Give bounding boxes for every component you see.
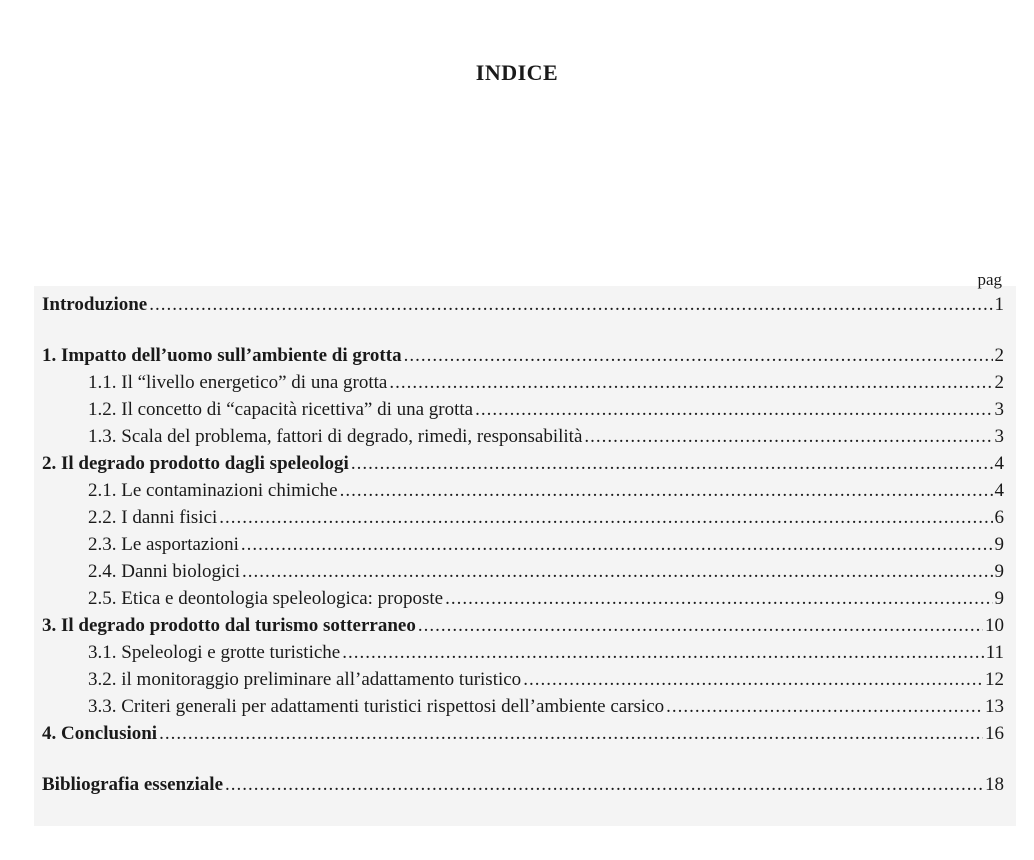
toc-entry-label: Bibliografia essenziale bbox=[42, 774, 224, 795]
toc-entry-page: 9 bbox=[994, 588, 1004, 609]
toc-chapter-2[interactable] bbox=[42, 450, 1004, 477]
toc-section-2-4[interactable] bbox=[42, 558, 1004, 585]
toc-entry-page: 2 bbox=[994, 372, 1004, 393]
toc-entry-label: 3.3. Criteri generali per adattamenti turistici rispettosi dell’ambiente carsico bbox=[88, 696, 665, 717]
page-title: INDICE bbox=[475, 60, 559, 85]
toc-entry-label: 2. Il degrado prodotto dagli speleologi bbox=[42, 453, 349, 474]
toc-section-2-3[interactable] bbox=[42, 531, 1004, 558]
dot-leader bbox=[149, 291, 992, 318]
toc-entry-label: 1.1. Il “livello energetico” di una grotta bbox=[88, 372, 388, 393]
toc-section-1-1[interactable] bbox=[42, 369, 1004, 396]
toc-entry-page: 16 bbox=[985, 723, 1004, 744]
toc-chapter-3[interactable] bbox=[42, 612, 1004, 639]
toc-entry-label: 2.1. Le contaminazioni chimiche bbox=[88, 480, 338, 501]
dot-leader bbox=[584, 423, 992, 450]
toc-entry-label: 2.3. Le asportazioni bbox=[88, 534, 239, 555]
toc-section-2-5[interactable] bbox=[42, 585, 1004, 612]
dot-leader bbox=[445, 585, 992, 612]
toc-entry-label: 2.5. Etica e deontologia speleologica: proposte bbox=[88, 588, 444, 609]
toc-entry-page: 3 bbox=[994, 399, 1004, 420]
toc-section-2-2[interactable] bbox=[42, 504, 1004, 531]
dot-leader bbox=[389, 369, 992, 396]
toc-section-3-2[interactable] bbox=[42, 666, 1004, 693]
dot-leader bbox=[666, 693, 983, 720]
toc-section-3-3[interactable] bbox=[42, 693, 1004, 720]
dot-leader bbox=[241, 531, 993, 558]
toc-section-1-3[interactable] bbox=[42, 423, 1004, 450]
dot-leader bbox=[159, 720, 983, 747]
toc-entry-page: 6 bbox=[994, 507, 1004, 528]
toc-entry-page: 9 bbox=[994, 561, 1004, 582]
toc-entry-page: 2 bbox=[994, 345, 1004, 366]
page-column-label: pag bbox=[977, 270, 1002, 289]
toc-entry-label: 1.3. Scala del problema, fattori di degrado, rimedi, responsabilità bbox=[88, 426, 583, 447]
toc-entry-page: 1 bbox=[994, 294, 1004, 315]
dot-leader bbox=[340, 477, 993, 504]
dot-leader bbox=[418, 612, 983, 639]
toc-entry-page: 3 bbox=[994, 426, 1004, 447]
toc-chapter-4[interactable] bbox=[42, 720, 1004, 747]
toc-entry-label: 2.2. I danni fisici bbox=[88, 507, 218, 528]
toc-entry-page: 9 bbox=[994, 534, 1004, 555]
toc-entry-page: 13 bbox=[985, 696, 1004, 717]
dot-leader bbox=[523, 666, 983, 693]
toc-entry-label: 3. Il degrado prodotto dal turismo sotterraneo bbox=[42, 615, 416, 636]
toc-section-3-1[interactable] bbox=[42, 639, 1004, 666]
toc-entry-label: 3.1. Speleologi e grotte turistiche bbox=[88, 642, 341, 663]
toc-section-2-1[interactable] bbox=[42, 477, 1004, 504]
dot-leader bbox=[242, 558, 993, 585]
toc-entry-bibliografia[interactable] bbox=[42, 771, 1004, 798]
toc-entry-page: 4 bbox=[994, 453, 1004, 474]
toc-entry-label: 4. Conclusioni bbox=[42, 723, 158, 744]
toc-entry-introduzione[interactable] bbox=[42, 291, 1004, 318]
toc-entry-page: 4 bbox=[994, 480, 1004, 501]
table-of-contents bbox=[42, 291, 1004, 798]
dot-leader bbox=[475, 396, 992, 423]
toc-entry-page: 18 bbox=[985, 774, 1004, 795]
toc-entry-label: Introduzione bbox=[42, 294, 148, 315]
toc-chapter-1[interactable] bbox=[42, 342, 1004, 369]
dot-leader bbox=[404, 342, 993, 369]
toc-entry-page: 11 bbox=[985, 642, 1004, 663]
toc-entry-label: 3.2. il monitoraggio preliminare all’adattamento turistico bbox=[88, 669, 522, 690]
toc-section-1-2[interactable] bbox=[42, 396, 1004, 423]
dot-leader bbox=[225, 771, 983, 798]
toc-entry-page: 12 bbox=[985, 669, 1004, 690]
dot-leader bbox=[351, 450, 993, 477]
toc-entry-page: 10 bbox=[985, 615, 1004, 636]
toc-entry-label: 1. Impatto dell’uomo sull’ambiente di grotta bbox=[42, 345, 402, 366]
toc-entry-label: 1.2. Il concetto di “capacità ricettiva” di una grotta bbox=[88, 399, 474, 420]
toc-entry-label: 2.4. Danni biologici bbox=[88, 561, 240, 582]
dot-leader bbox=[219, 504, 992, 531]
dot-leader bbox=[342, 639, 983, 666]
